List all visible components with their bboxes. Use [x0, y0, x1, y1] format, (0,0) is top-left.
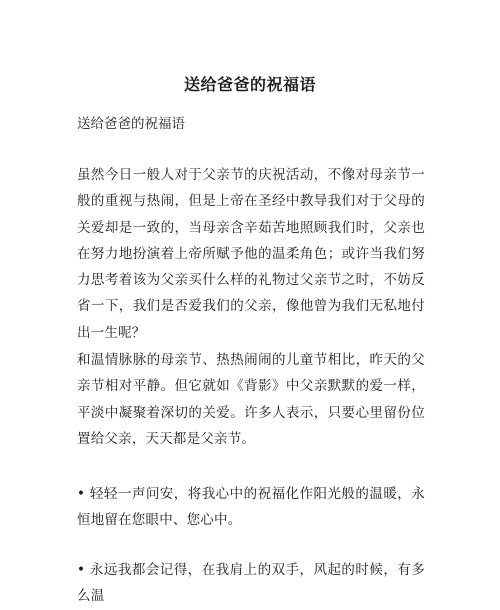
- bullet-paragraph: • 轻轻一声问安，将我心中的祝福化作阳光般的温暖，永恒地留在您眼中、您心中。: [77, 486, 425, 529]
- document-subtitle: 送给爸爸的祝福语: [77, 116, 185, 132]
- document-title: 送给爸爸的祝福语: [183, 75, 316, 94]
- paragraph: 和温情脉脉的母亲节、热热闹闹的儿童节相比，昨天的父亲节相对平静。但它就如《背影》中父亲默默的爱一样，平淡中凝聚着深切的关爱。许多人表示，只要心里留份位置给父亲，天天都是父亲节。: [77, 352, 425, 447]
- bullet-paragraph: • 永远我都会记得，在我肩上的双手，风起的时候，有多么温: [77, 562, 425, 605]
- paragraph: 虽然今日一般人对于父亲节的庆祝活动，不像对母亲节一般的重视与热闹，但是上帝在圣经中教导我们对于父母的关爱却是一致的，当母亲含辛茹苦地照顾我们时，父亲也在努力地扮演着上帝所赋予他的温柔角色；或许当我们努力思考着该为父亲买什么样的礼物过父亲节之时，不妨反省一下，我们是否爱我们的父亲，像他曾为我们无私地付出一生呢？: [77, 167, 425, 341]
